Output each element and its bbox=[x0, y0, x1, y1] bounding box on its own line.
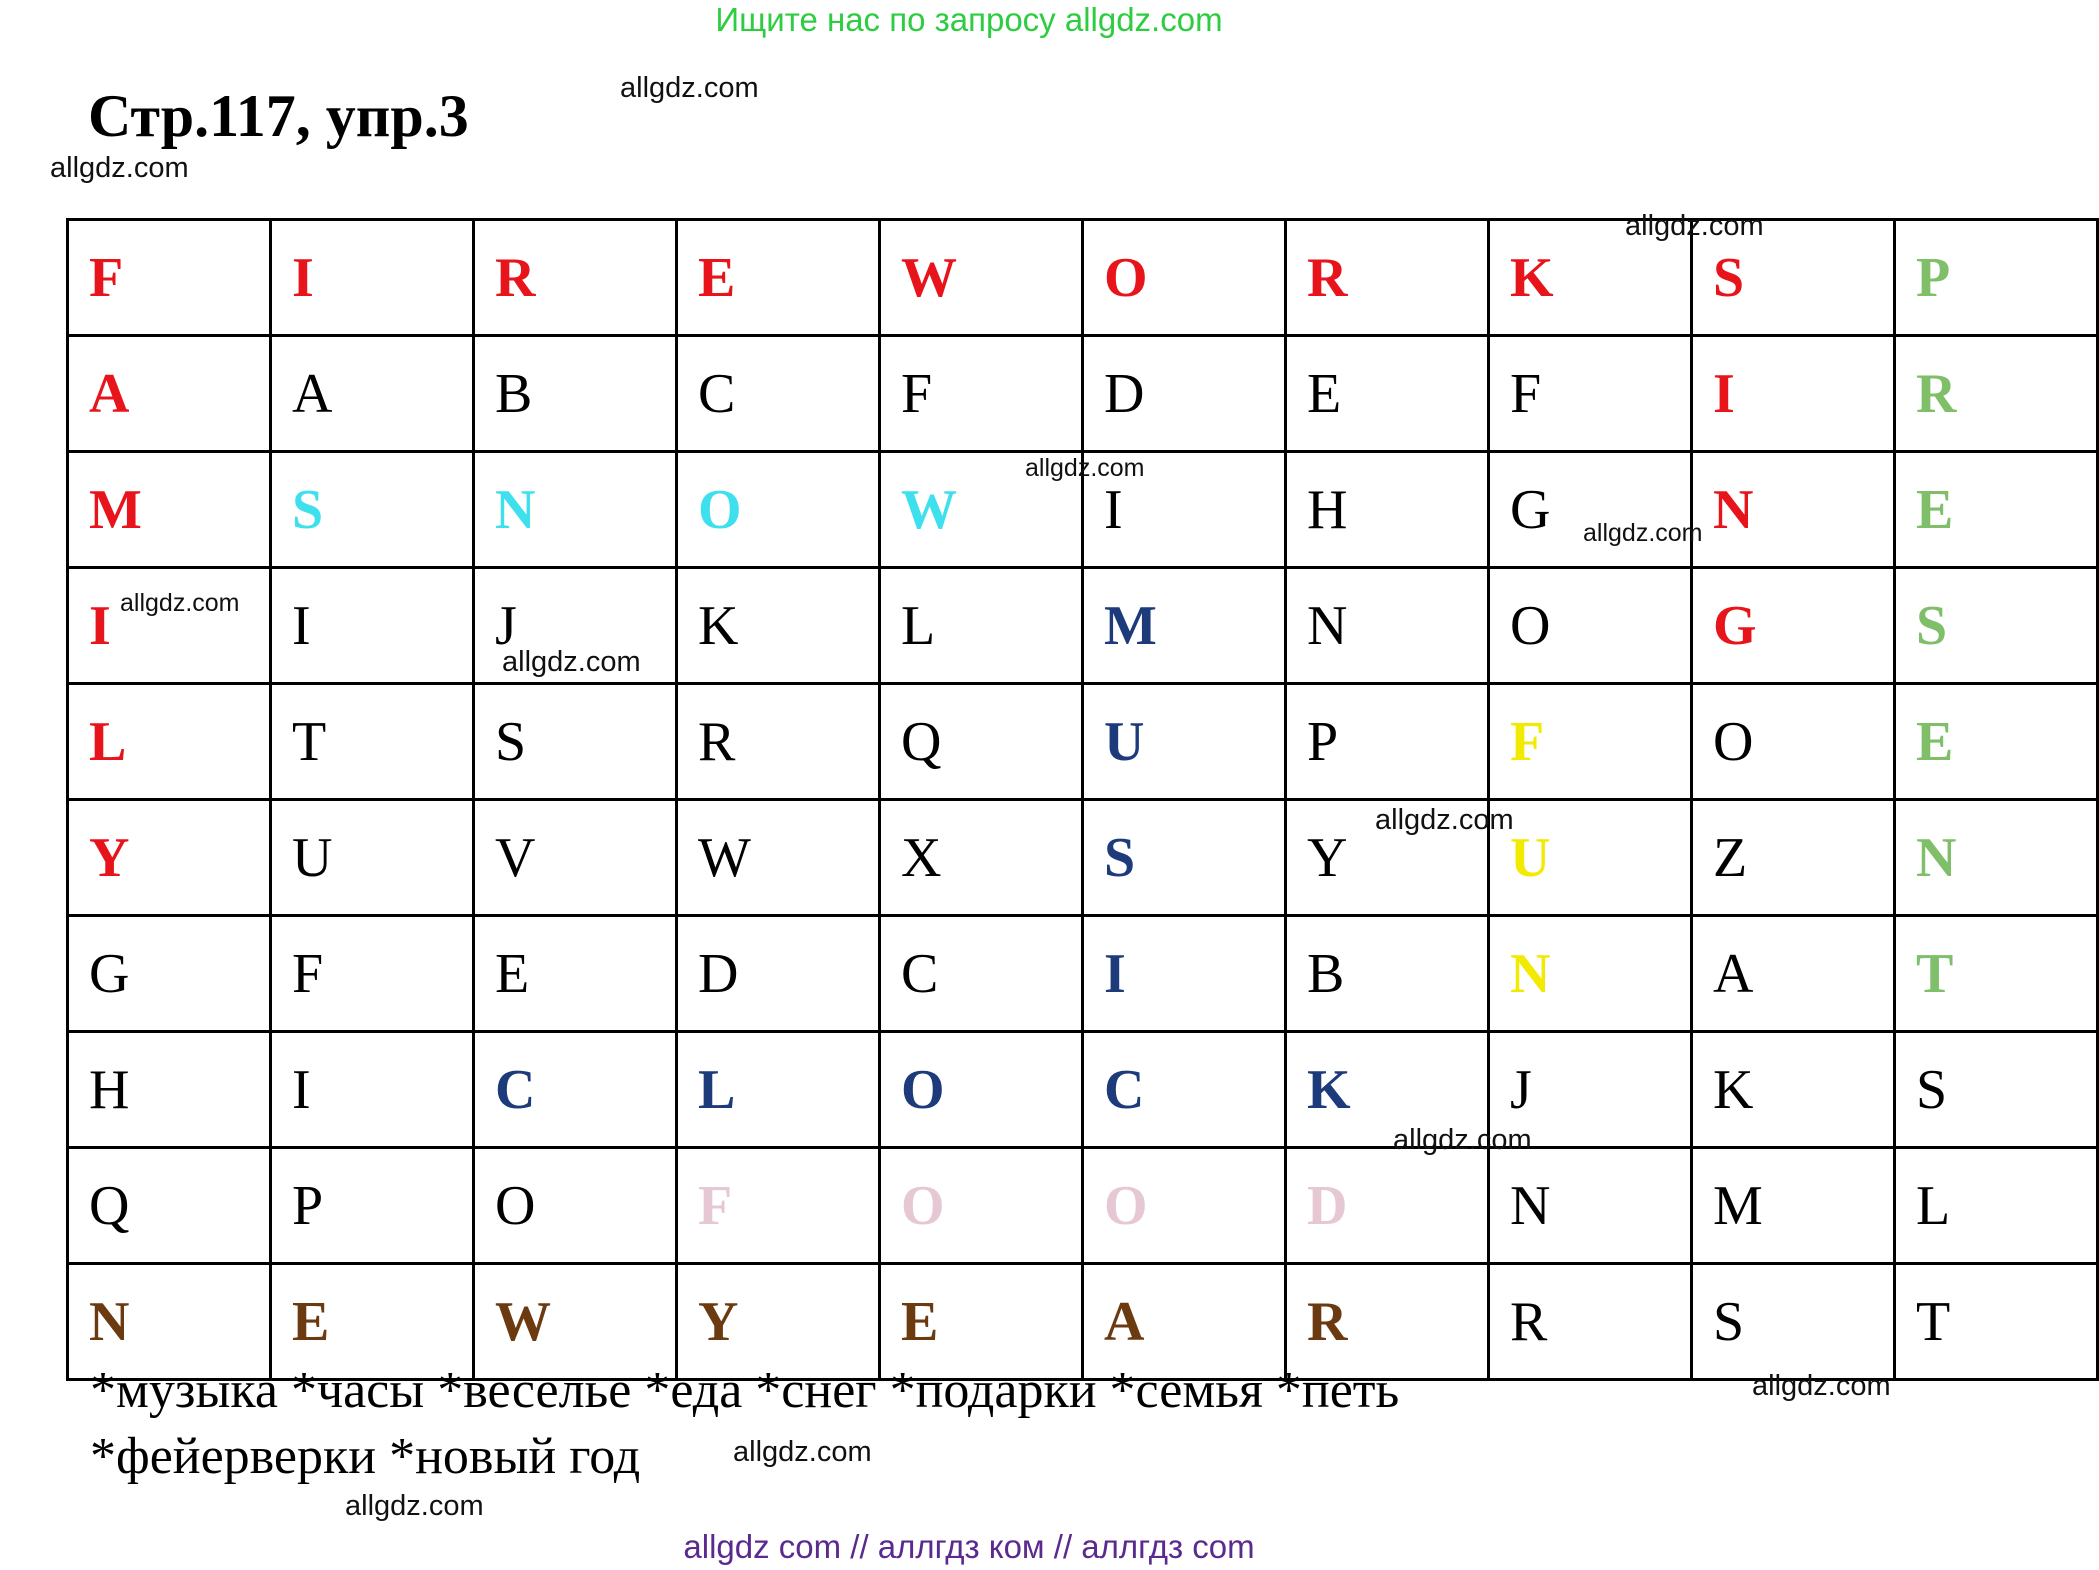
grid-cell: W bbox=[880, 220, 1083, 336]
grid-row bbox=[68, 1032, 2098, 1148]
grid-cell: O bbox=[677, 452, 880, 568]
grid-cell: D bbox=[677, 916, 880, 1032]
word-search-grid bbox=[66, 218, 2099, 1381]
grid-cell: O bbox=[474, 1148, 677, 1264]
grid-cell: Y bbox=[677, 1264, 880, 1380]
grid-cell: U bbox=[1083, 684, 1286, 800]
grid-cell: L bbox=[1895, 1148, 2098, 1264]
grid-cell: D bbox=[1286, 1148, 1489, 1264]
grid-cell: C bbox=[880, 916, 1083, 1032]
watermark: allgdz.com bbox=[1375, 804, 1514, 836]
grid-cell: P bbox=[1895, 220, 2098, 336]
grid-cell: R bbox=[1489, 1264, 1692, 1380]
grid-cell: I bbox=[271, 1032, 474, 1148]
grid-cell: I bbox=[271, 568, 474, 684]
grid-cell: K bbox=[1489, 220, 1692, 336]
grid-cell: N bbox=[1692, 452, 1895, 568]
grid-cell: W bbox=[677, 800, 880, 916]
grid-cell: I bbox=[271, 220, 474, 336]
grid-cell: B bbox=[474, 336, 677, 452]
grid-row bbox=[68, 800, 2098, 916]
grid-row bbox=[68, 1148, 2098, 1264]
grid-cell: W bbox=[880, 452, 1083, 568]
grid-cell: N bbox=[1286, 568, 1489, 684]
grid-cell: Z bbox=[1692, 800, 1895, 916]
grid-cell: C bbox=[474, 1032, 677, 1148]
grid-cell: S bbox=[1692, 1264, 1895, 1380]
page-title: Стр.117, упр.3 bbox=[88, 83, 469, 149]
grid-cell: G bbox=[68, 916, 271, 1032]
grid-row bbox=[68, 336, 2098, 452]
grid-cell: M bbox=[68, 452, 271, 568]
grid-cell: P bbox=[1286, 684, 1489, 800]
grid-cell: V bbox=[474, 800, 677, 916]
grid-cell: G bbox=[1692, 568, 1895, 684]
grid-cell: O bbox=[1489, 568, 1692, 684]
grid-cell: A bbox=[271, 336, 474, 452]
grid-cell: B bbox=[1286, 916, 1489, 1032]
top-banner: Ищите нас по запросу allgdz.com bbox=[715, 1, 1223, 38]
grid-cell: N bbox=[474, 452, 677, 568]
grid-row bbox=[68, 916, 2098, 1032]
grid-row bbox=[68, 568, 2098, 684]
watermark: allgdz.com bbox=[1025, 454, 1145, 482]
grid-cell: R bbox=[1286, 1264, 1489, 1380]
grid-cell: W bbox=[474, 1264, 677, 1380]
grid-cell: I bbox=[1083, 916, 1286, 1032]
grid-cell: Y bbox=[68, 800, 271, 916]
grid-cell: F bbox=[271, 916, 474, 1032]
footer-links: allgdz com // аллгдз ком // аллгдз com bbox=[683, 1528, 1255, 1565]
grid-cell: U bbox=[1489, 800, 1692, 916]
grid-cell: E bbox=[1895, 452, 2098, 568]
grid-cell: G bbox=[1489, 452, 1692, 568]
watermark: allgdz.com bbox=[1583, 519, 1703, 547]
grid-cell: S bbox=[1692, 220, 1895, 336]
grid-cell: L bbox=[677, 1032, 880, 1148]
grid-cell: Q bbox=[68, 1148, 271, 1264]
grid-cell: O bbox=[880, 1032, 1083, 1148]
grid-cell: R bbox=[1286, 220, 1489, 336]
grid-cell: Y bbox=[1286, 800, 1489, 916]
grid-cell: E bbox=[271, 1264, 474, 1380]
grid-cell: T bbox=[1895, 1264, 2098, 1380]
watermark: allgdz.com bbox=[50, 152, 189, 184]
grid-cell: N bbox=[1489, 916, 1692, 1032]
grid-cell: S bbox=[1895, 1032, 2098, 1148]
grid-cell: N bbox=[68, 1264, 271, 1380]
grid-cell: N bbox=[1895, 800, 2098, 916]
grid-cell: O bbox=[1692, 684, 1895, 800]
grid-cell: E bbox=[1286, 336, 1489, 452]
grid-row bbox=[68, 220, 2098, 336]
grid-cell: I bbox=[1692, 336, 1895, 452]
grid-cell: M bbox=[1083, 568, 1286, 684]
grid-cell: S bbox=[1083, 800, 1286, 916]
grid-cell: M bbox=[1692, 1148, 1895, 1264]
grid-cell: O bbox=[880, 1148, 1083, 1264]
grid-cell: R bbox=[677, 684, 880, 800]
grid-cell: L bbox=[68, 684, 271, 800]
grid-row bbox=[68, 684, 2098, 800]
grid-cell: F bbox=[677, 1148, 880, 1264]
grid-cell: E bbox=[677, 220, 880, 336]
grid-cell: I bbox=[68, 568, 271, 684]
grid-cell: A bbox=[68, 336, 271, 452]
grid-cell: S bbox=[271, 452, 474, 568]
grid-cell: R bbox=[1895, 336, 2098, 452]
grid-cell: K bbox=[1692, 1032, 1895, 1148]
grid-cell: D bbox=[1083, 336, 1286, 452]
watermark: allgdz.com bbox=[345, 1490, 484, 1522]
grid-cell: P bbox=[271, 1148, 474, 1264]
grid-cell: F bbox=[880, 336, 1083, 452]
watermark: allgdz.com bbox=[1393, 1124, 1532, 1156]
grid-cell: K bbox=[677, 568, 880, 684]
grid-cell: I bbox=[1083, 452, 1286, 568]
word-list bbox=[90, 1358, 1790, 1490]
grid-cell: R bbox=[474, 220, 677, 336]
grid-cell: H bbox=[68, 1032, 271, 1148]
grid-cell: L bbox=[880, 568, 1083, 684]
watermark: allgdz.com bbox=[120, 589, 240, 617]
grid-cell: F bbox=[1489, 684, 1692, 800]
grid-cell: C bbox=[677, 336, 880, 452]
grid-cell: A bbox=[1083, 1264, 1286, 1380]
grid-cell: T bbox=[1895, 916, 2098, 1032]
grid-cell: X bbox=[880, 800, 1083, 916]
grid-cell: E bbox=[1895, 684, 2098, 800]
grid-cell: E bbox=[880, 1264, 1083, 1380]
grid-cell: O bbox=[1083, 1148, 1286, 1264]
grid-cell: C bbox=[1083, 1032, 1286, 1148]
watermark: allgdz.com bbox=[1625, 210, 1764, 242]
watermark: allgdz.com bbox=[1752, 1370, 1891, 1402]
grid-cell: N bbox=[1489, 1148, 1692, 1264]
grid-cell: Q bbox=[880, 684, 1083, 800]
word-list-line-1: *музыка *часы *веселье *еда *снег *подарки *семья *петь bbox=[90, 1362, 1400, 1419]
word-list-line-2: *фейерверки *новый год bbox=[90, 1428, 641, 1485]
grid-cell: U bbox=[271, 800, 474, 916]
watermark: allgdz.com bbox=[620, 72, 759, 104]
grid-cell: J bbox=[1489, 1032, 1692, 1148]
grid-cell: S bbox=[1895, 568, 2098, 684]
grid-cell: K bbox=[1286, 1032, 1489, 1148]
grid-cell: J bbox=[474, 568, 677, 684]
grid-cell: T bbox=[271, 684, 474, 800]
grid-cell: F bbox=[68, 220, 271, 336]
grid-cell: H bbox=[1286, 452, 1489, 568]
grid-cell: E bbox=[474, 916, 677, 1032]
grid-cell: S bbox=[474, 684, 677, 800]
grid-cell: O bbox=[1083, 220, 1286, 336]
grid-cell: A bbox=[1692, 916, 1895, 1032]
watermark: allgdz.com bbox=[733, 1436, 872, 1468]
watermark: allgdz.com bbox=[502, 646, 641, 678]
grid-cell: F bbox=[1489, 336, 1692, 452]
